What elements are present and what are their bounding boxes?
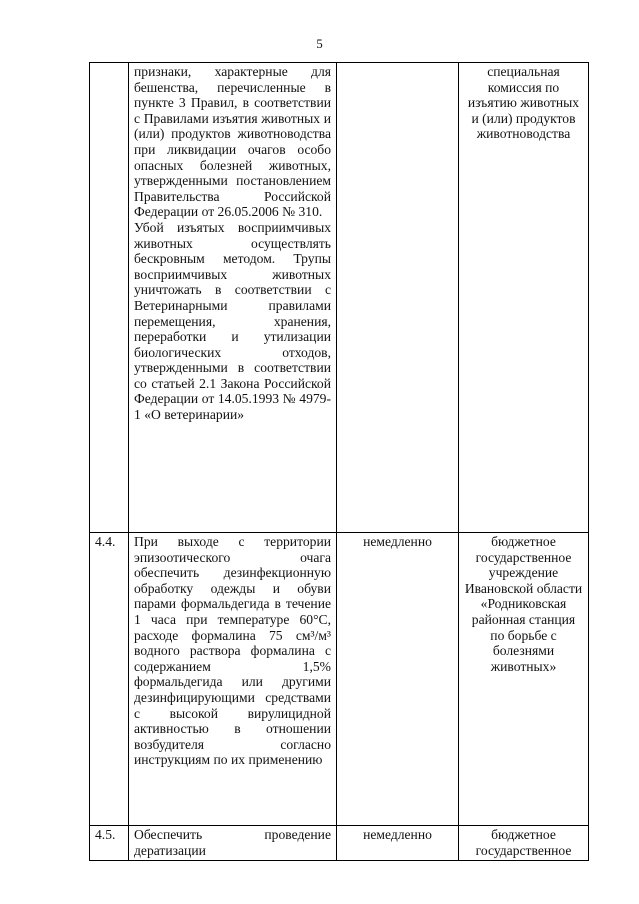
measure-paragraph: Убой изъятых восприимчивых животных осуществлять бескровным методом. Трупы восприимчивых животных уничтожать в соответствии с Ветеринарными правилами перемещения, хранения, переработки и утилизации биологических отходов, утвержденными в соответствии со статьей 2.1 Закона Российской Федерации от 14.05.1993 № 4979-1 «О ветеринарии» — [134, 219, 331, 423]
measure-text — [129, 826, 337, 861]
measure-paragraph: Обеспечить проведение дератизации — [134, 827, 331, 858]
deadline-cell — [337, 63, 459, 533]
measure-paragraph: признаки, характерные для бешенства, перечисленные в пункте 3 Правил, в соответствии с Правилами изъятия животных и (или) продуктов животноводства при ликвидации очагов особо опасных болезней животных, утвержденными постановлением Правительства Российской Федерации от 26.05.2006 № 310. — [134, 64, 331, 220]
measure-text — [129, 63, 337, 533]
responsible-cell: бюджетное государственное учреждение Ивановской области «Родниковская районная станция по борьбе с болезнями животных» — [459, 533, 589, 826]
row-number: 4.4. — [90, 533, 129, 826]
deadline-cell: немедленно — [337, 533, 459, 826]
responsible-cell: специальная комиссия по изъятию животных и (или) продуктов животноводства — [459, 63, 589, 533]
table-row — [90, 826, 589, 861]
measures-table — [89, 62, 589, 861]
table-row — [90, 63, 589, 533]
measure-paragraph: При выходе с территории эпизоотического очага обеспечить дезинфекционную обработку одежды и обуви парами формальдегида в течение 1 часа при температуре 60°С, расходе формалина 75 см³/м³ водного раствора формалина с содержанием 1,5% формальдегида или другими дезинфицирующими средствами с высокой вирулицидной активностью в отношении возбудителя согласно инструкциям по их применению — [134, 534, 331, 768]
row-number: 4.5. — [90, 826, 129, 861]
measure-text — [129, 533, 337, 826]
deadline-cell: немедленно — [337, 826, 459, 861]
page-number: 5 — [316, 36, 323, 51]
responsible-cell: бюджетное государственное — [459, 826, 589, 861]
table-row — [90, 533, 589, 826]
row-number — [90, 63, 129, 533]
